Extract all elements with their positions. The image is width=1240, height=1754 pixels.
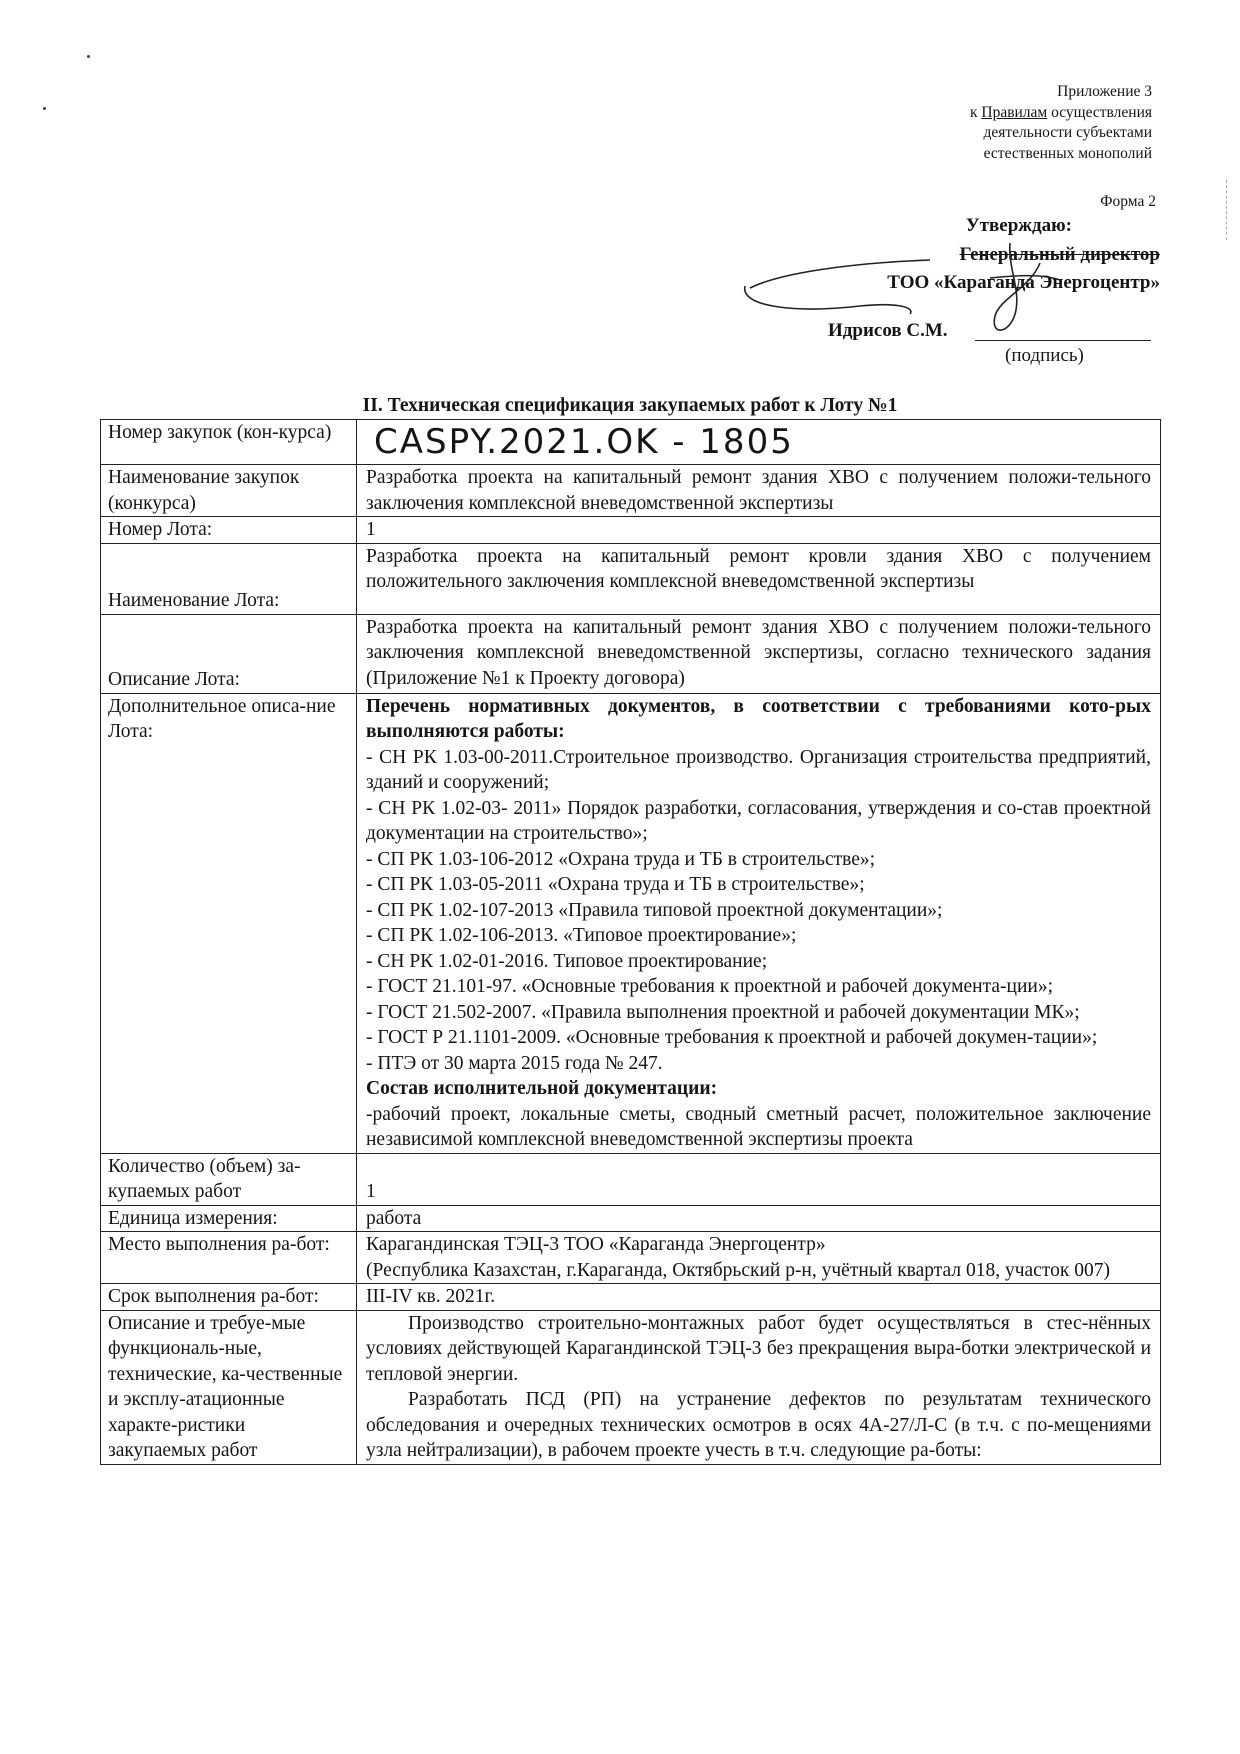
row-label: Количество (объем) за-купаемых работ	[101, 1153, 357, 1205]
row-value: 1	[357, 517, 1161, 544]
row-label: Номер закупок (кон-курса)	[101, 420, 357, 465]
row-value: 1	[357, 1153, 1161, 1205]
norm-item: - СП РК 1.02-106-2013. «Типовое проектирование»;	[366, 925, 797, 946]
row-value: Разработка проекта на капитальный ремонт здания ХВО с получением положи-тельного заключения комплексной вневедомственной экспертизы	[357, 465, 1161, 517]
company-name: ТОО «Караганда Энергоцентр»	[887, 272, 1160, 293]
table-row	[101, 1153, 1161, 1205]
spec-table	[100, 419, 1161, 1465]
norms-heading: Перечень нормативных документов, в соответствии с требованиями кото-рых выполняются работы:	[366, 695, 1151, 742]
norm-item: - ГОСТ 21.101-97. «Основные требования к проектной и рабочей документа-ции»;	[366, 976, 1053, 997]
table-row	[101, 614, 1161, 693]
documentation-heading: Состав исполнительной документации:	[366, 1078, 718, 1099]
table-row	[101, 517, 1161, 544]
appendix-line: Приложение 3	[1057, 83, 1152, 100]
table-row	[101, 1232, 1161, 1284]
scan-edge-mark	[1226, 180, 1229, 240]
row-label: Описание Лота:	[101, 614, 357, 693]
norm-item: - СП РК 1.03-106-2012 «Охрана труда и ТБ в строительстве»;	[366, 848, 876, 870]
norm-item: - СН РК 1.02-03- 2011» Порядок разработки, согласования, утверждения и со-став проектной документации на строительство»;	[366, 797, 1151, 844]
approve-label: Утверждаю:	[965, 215, 1072, 236]
documentation-list: -рабочий проект, локальные сметы, сводный сметный расчет, положительное заключение независимой комплексной вневедомственной экспертизы проекта	[366, 1103, 1151, 1150]
table-row	[101, 693, 1161, 1153]
norm-item: - СП РК 1.03-05-2011 «Охрана труда и ТБ в строительстве»;	[366, 874, 865, 895]
norm-item: - СН РК 1.03-00-2011.Строительное производство. Организация строительства предприятий, зданий и сооружений;	[366, 746, 1151, 793]
row-value: Разработка проекта на капитальный ремонт здания ХВО с получением положи-тельного заключения комплексной вневедомственной экспертизы, согласно технического задания (Приложение №1 к Проекту договора)	[357, 614, 1161, 693]
row-value	[357, 1232, 1161, 1284]
row-label: Место выполнения ра-бот:	[101, 1232, 357, 1284]
scan-speck	[87, 55, 90, 58]
scan-speck	[43, 107, 46, 110]
row-label: Срок выполнения ра-бот:	[101, 1284, 357, 1311]
appendix-note	[732, 82, 1152, 164]
location-line: (Республика Казахстан, г.Караганда, Октябрьский р-н, учётный квартал 018, участок 007)	[366, 1259, 1110, 1281]
table-row	[101, 543, 1161, 614]
norm-item: - ГОСТ 21.502-2007. «Правила выполнения проектной и рабочей документации МК»;	[366, 1001, 1080, 1023]
table-row	[101, 1205, 1161, 1232]
rules-link-text: Правилам	[981, 103, 1048, 121]
row-value	[357, 420, 1161, 465]
row-value: работа	[357, 1205, 1161, 1232]
row-value: Разработка проекта на капитальный ремонт кровли здания ХВО с получением положительного заключения комплексной вневедомственной экспертизы	[357, 543, 1161, 614]
norm-item: - СП РК 1.02-107-2013 «Правила типовой проектной документации»;	[366, 899, 943, 921]
table-row	[101, 1310, 1161, 1464]
row-value: III-IV кв. 2021г.	[357, 1284, 1161, 1311]
row-label: Описание и требуе-мые функциональ-ные, технические, ка-чественные и эксплу-атационные характе-ристики закупаемых работ	[101, 1310, 357, 1464]
row-value	[357, 693, 1161, 1153]
norm-item: - ПТЭ от 30 марта 2015 года № 247.	[366, 1052, 663, 1074]
norm-item: - ГОСТ Р 21.1101-2009. «Основные требования к проектной и рабочей докумен-тации»;	[366, 1027, 1098, 1048]
row-label: Номер Лота:	[101, 517, 357, 544]
director-position: Генеральный директор	[959, 243, 1160, 265]
signature-line	[975, 340, 1151, 341]
signature-caption: (подпись)	[1005, 345, 1084, 366]
appendix-line: к Правилам осуществления	[969, 103, 1152, 121]
table-row	[101, 1284, 1161, 1311]
appendix-line: деятельности субъектами	[983, 124, 1152, 141]
row-label: Дополнительное описа-ние Лота:	[101, 693, 357, 1153]
requirements-paragraph: Производство строительно-монтажных работ будет осуществляться в стес-нённых условиях действующей Карагандинской ТЭЦ-3 без прекращения выра-ботки электрической и тепловой энергии.	[366, 1312, 1151, 1385]
purchase-number-handwritten: CASPY.2021.OK - 1805	[374, 422, 794, 462]
appendix-line: естественных монополий	[983, 144, 1152, 162]
requirements-paragraph: Разработать ПСД (РП) на устранение дефектов по результатам технического обследования и очередных технических осмотров в осях 4А-27/Л-С (в т.ч. с по-мещениями узла нейтрализации), в рабочем проекте учесть в т.ч. следующие ра-боты:	[366, 1389, 1151, 1461]
norm-item: - СН РК 1.02-01-2016. Типовое проектирование;	[366, 950, 768, 972]
row-label: Наименование Лота:	[101, 543, 357, 614]
row-label: Наименование закупок (конкурса)	[101, 465, 357, 517]
row-value	[357, 1310, 1161, 1464]
table-row	[101, 420, 1161, 465]
form-number: Форма 2	[1100, 193, 1156, 210]
table-row	[101, 465, 1161, 517]
document-title: II. Техническая спецификация закупаемых работ к Лоту №1	[362, 395, 898, 416]
location-line: Карагандинская ТЭЦ-3 ТОО «Караганда Энергоцентр»	[366, 1234, 826, 1255]
signer-name: Идрисов С.М.	[828, 320, 948, 341]
row-label: Единица измерения:	[101, 1205, 357, 1232]
